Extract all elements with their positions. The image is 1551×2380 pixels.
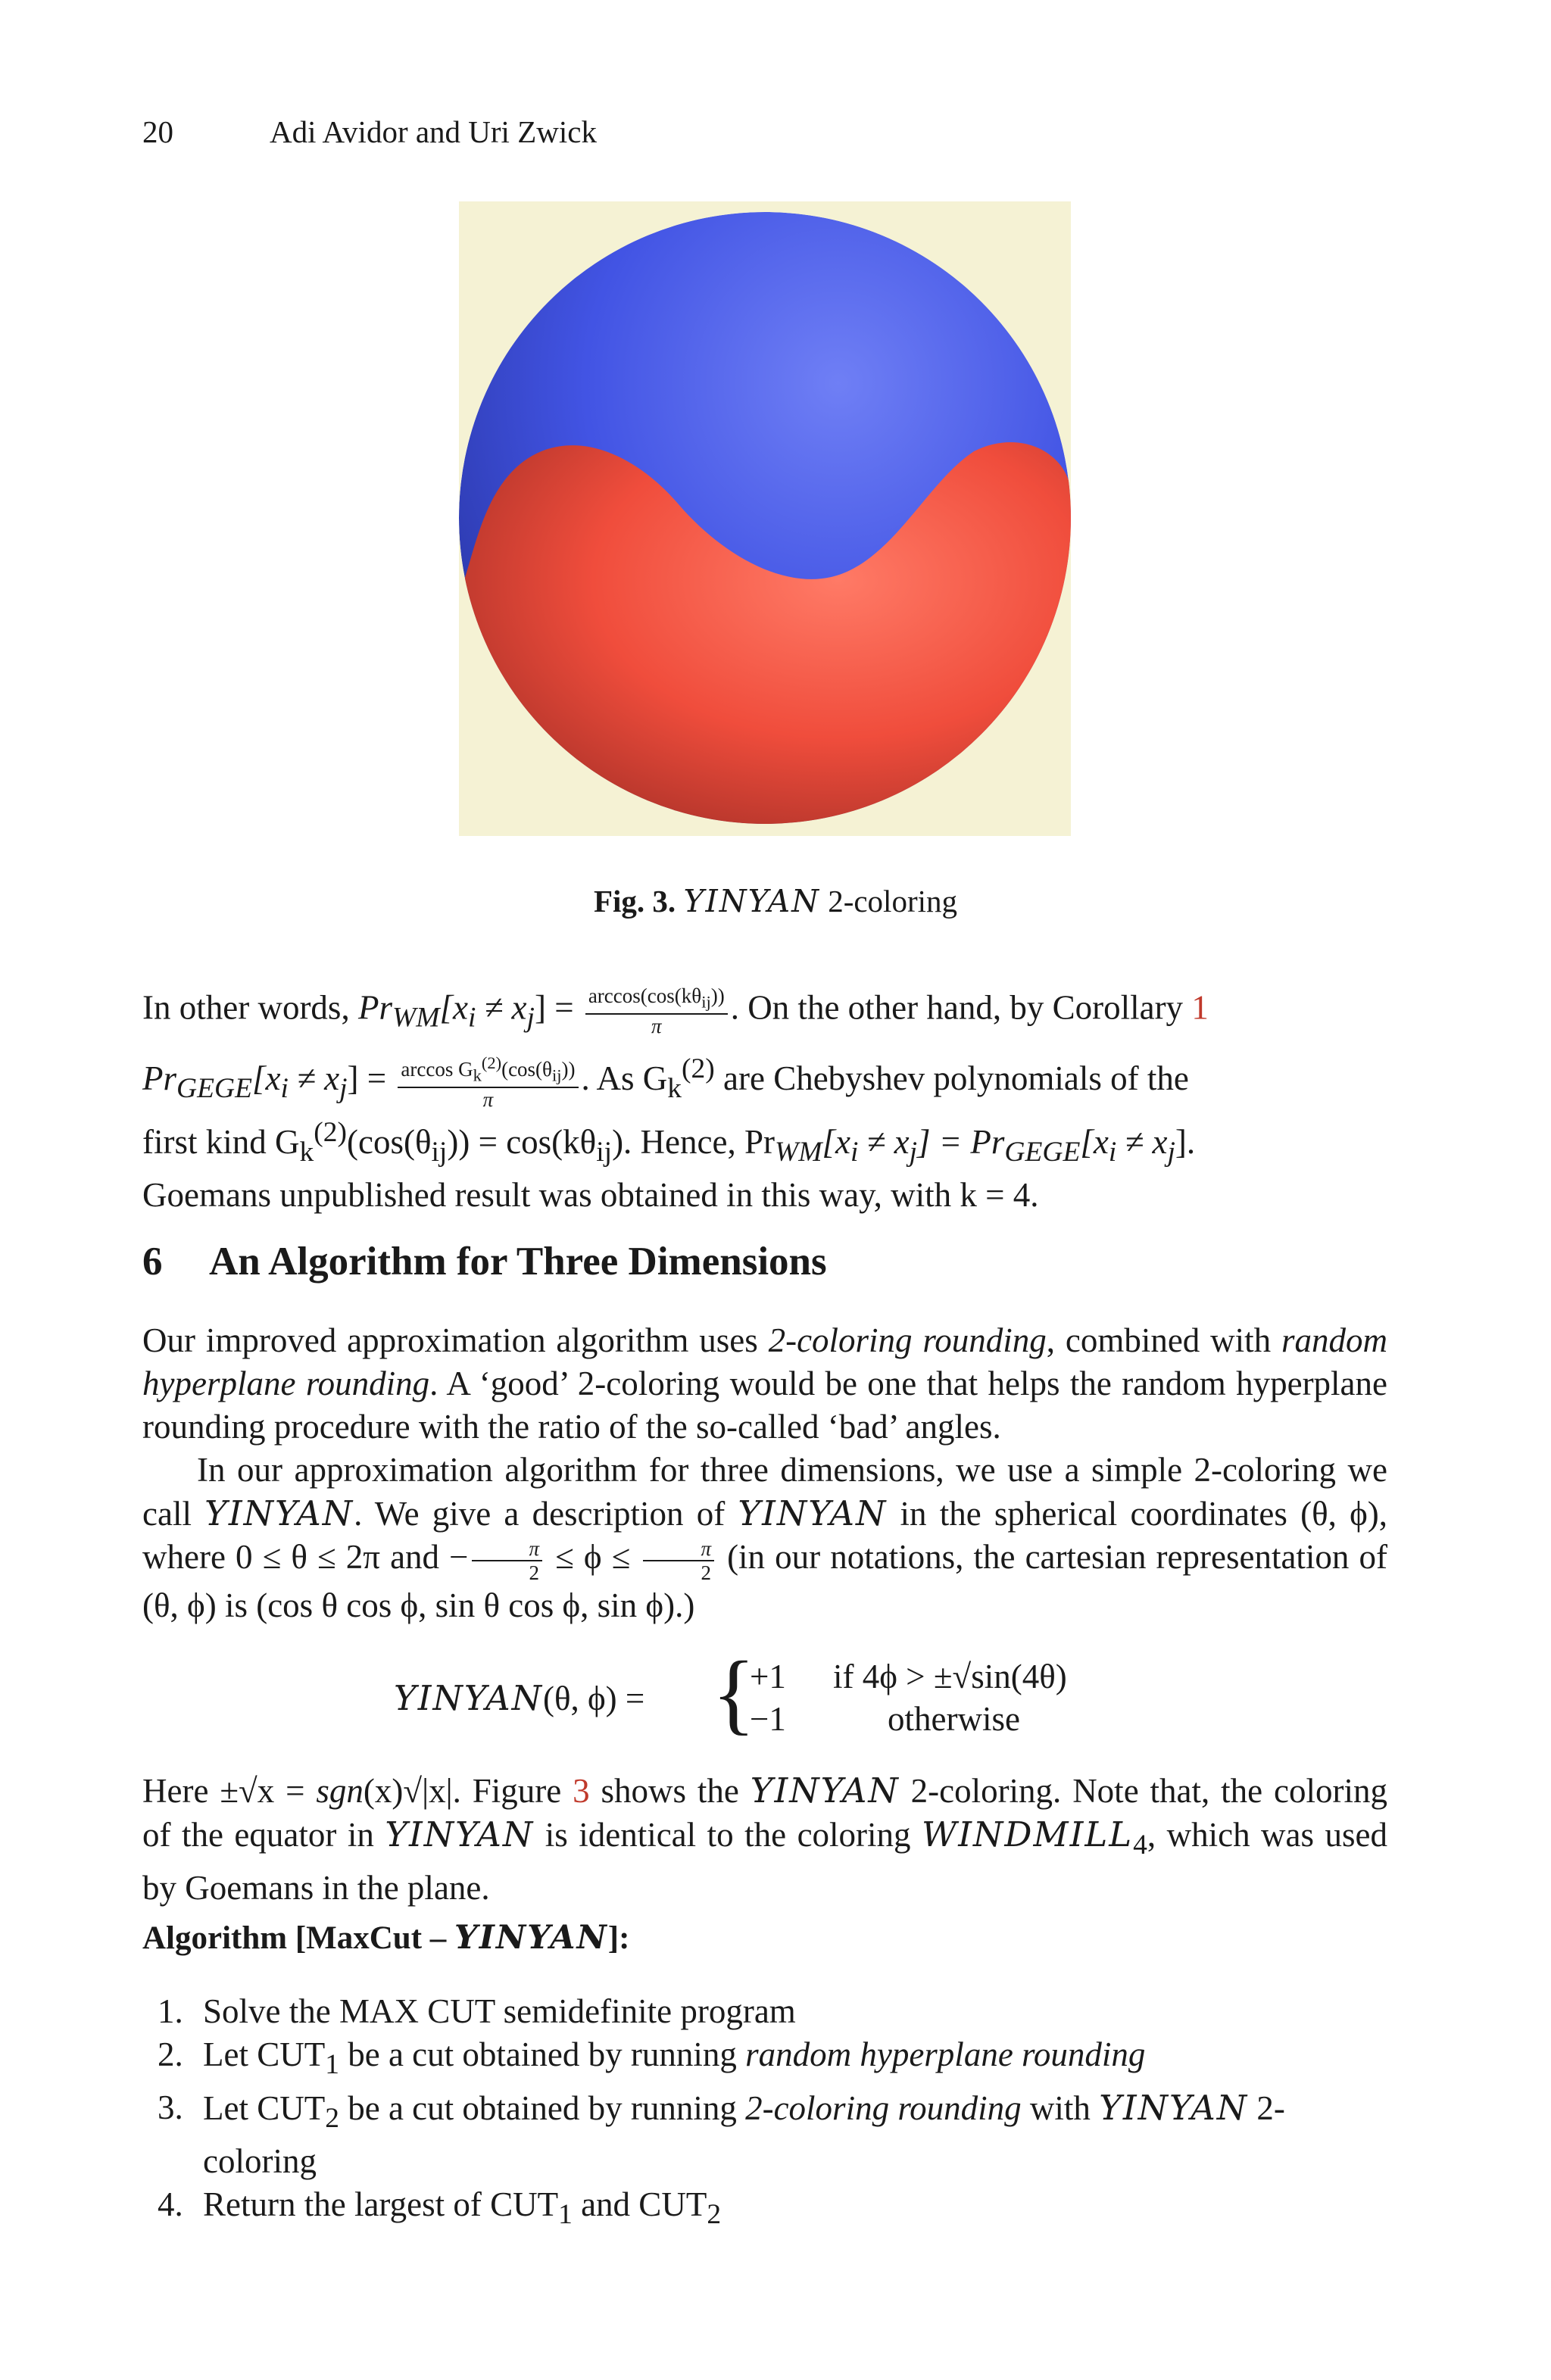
list-item: 4. Return the largest of $CUT_1$ and $CUT_2$ (158, 2185, 722, 2230)
list-item: 1. Solve the MAX CUT semidefinite program (158, 1992, 796, 2030)
fraction-gege: $\frac{\arccos G_k^{(2)}(\cos(\theta_{ij}))}{\pi}$ (398, 1052, 578, 1111)
paragraph-figure-note: Here ±√x = sgn(x)√|x|. Figure 3 shows the YINYAN 2-coloring. Note that, the coloring of the equator in YINYAN is identical to the coloring $WINDMILL_4$, which was used by Goemans in the plane. (142, 1770, 1387, 1907)
fraction-wm: $\frac{\arccos(\cos(k\theta_{ij}))}{\pi}$ (585, 984, 728, 1037)
sphere-illustration (459, 201, 1071, 836)
running-header (142, 114, 597, 150)
figure-ref[interactable]: 3 (573, 1772, 590, 1810)
line-3: first kind $G_k^{(2)}(\cos(\theta_{ij})) = \cos(k\theta_{ij})$. Hence, $Pr_{WM}[x_i \ne x_j] = Pr_{GEGE}[x_i \ne x_j]$. (142, 1117, 1196, 1168)
paragraph-intro: Our improved approximation algorithm uses 2-coloring rounding, combined with random hyperplane rounding. A ‘good’ 2-coloring would be one that helps the random hyperplane rounding procedure with the ratio of the so-called ‘bad’ angles. (142, 1321, 1387, 1446)
case-brace: { (712, 1642, 756, 1743)
line-1: In other words, $Pr_{WM}[x_i \ne x_j]$ = $\frac{\arccos(\cos(k\theta_{ij}))}{\pi}$ . On the other hand, by Corollary 1 (142, 984, 1209, 1038)
line-4: Goemans unpublished result was obtained in this way, with k = 4. (142, 1176, 1039, 1215)
algorithm-steps (142, 1990, 1387, 2236)
case-2: −1 otherwise (750, 1700, 1020, 1738)
list-item: 3. Let $CUT_2$ be a cut obtained by running 2-coloring rounding with YINYAN 2-coloring (158, 2088, 1285, 2180)
paragraph-yinyan-description: In our approximation algorithm for three dimensions, we use a simple 2-coloring we call YINYAN. We give a description of YINYAN in the spherical coordinates (θ, ϕ), where 0 ≤ θ ≤ 2π and − $\frac{\pi}{2}$ ≤ ϕ ≤ $\frac{\pi}{2}$ (in our notations, the cartesian representation of (θ, ϕ) is (cos θ cos ϕ, sin θ cos ϕ, sin ϕ).) (142, 1451, 1387, 1624)
authors: Adi Avidor and Uri Zwick (270, 114, 597, 149)
yinyan-sphere-figure (459, 201, 1071, 836)
section-heading (142, 1239, 827, 1284)
algorithm-heading: Algorithm [MaxCut – YINYAN]: (142, 1919, 630, 1957)
list-item: 2. Let $CUT_1$ be a cut obtained by running random hyperplane rounding (158, 2035, 1146, 2080)
line-2: $Pr_{GEGE}[x_i \ne x_j]$ = $\frac{\arccos G_k^{(2)}(\cos(\theta_{ij}))}{\pi}$ . As $G_k^{(2)}$ are Chebyshev polynomials of the (142, 1053, 1189, 1112)
case-1: +1 if 4ϕ > ±√sin(4θ) (750, 1658, 1067, 1695)
caption-label: Fig. 3. (594, 884, 676, 919)
section-title: An Algorithm for Three Dimensions (209, 1240, 827, 1284)
caption-name: YINYAN (683, 883, 820, 919)
section-number: 6 (142, 1240, 163, 1284)
paragraph-pr-equality (142, 984, 1387, 1217)
figure-caption (0, 883, 1551, 919)
page-number: 20 (142, 114, 173, 149)
corollary-ref[interactable]: 1 (1191, 988, 1209, 1027)
caption-text: 2-coloring (828, 884, 957, 919)
